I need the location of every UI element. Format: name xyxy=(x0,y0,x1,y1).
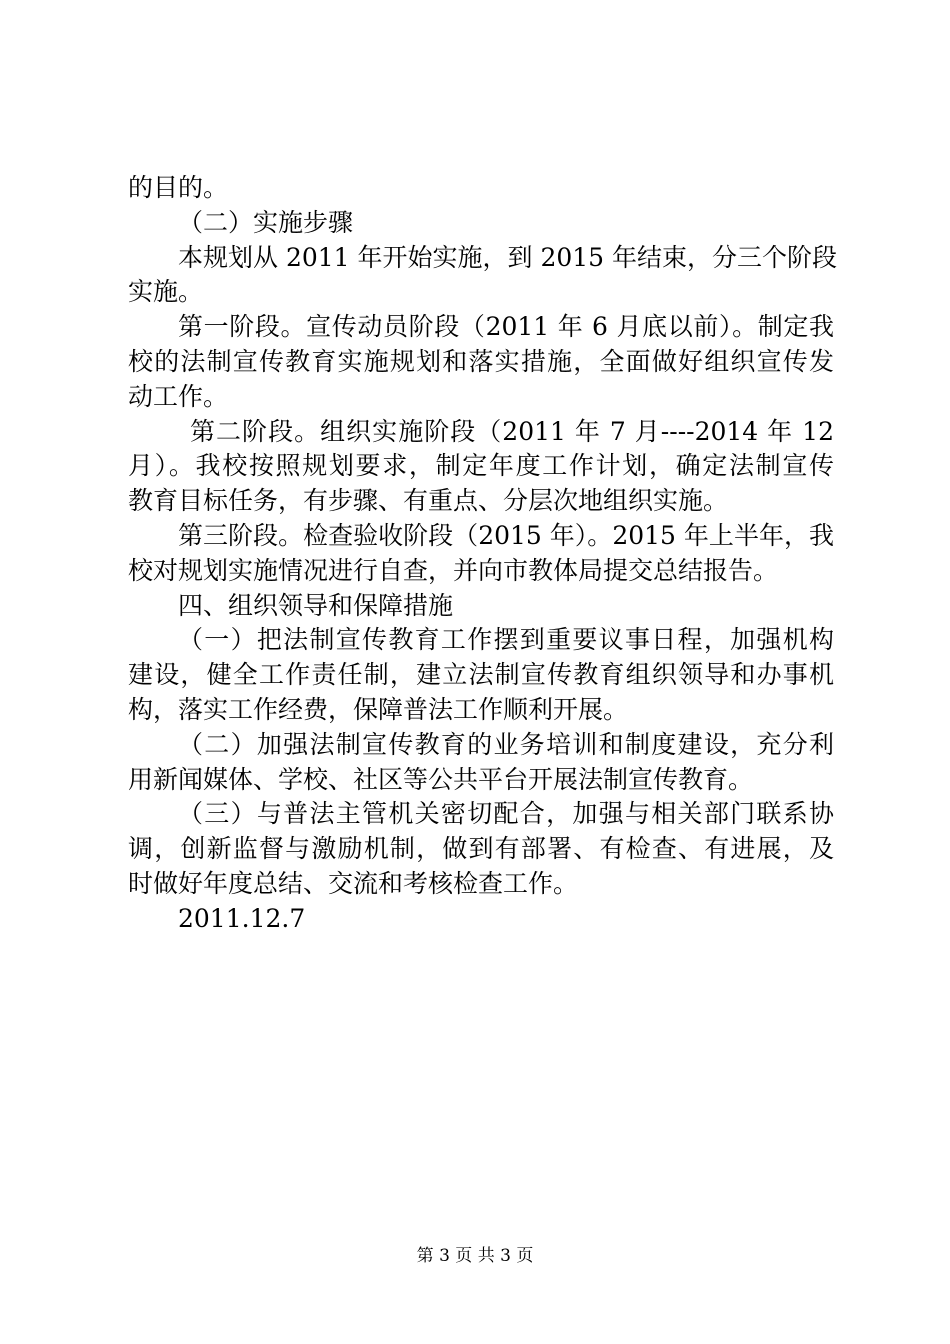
text-line: 本规划从 2011 年开始实施，到 2015 年结束，分三个阶段 xyxy=(178,242,838,272)
document-body xyxy=(128,171,838,937)
text-line: 构，落实工作经费，保障普法工作顺利开展。 xyxy=(128,694,629,724)
text-line: 时做好年度总结、交流和考核检查工作。 xyxy=(128,868,579,898)
text-line: （一）把法制宣传教育工作摆到重要议事日程，加强机构 xyxy=(178,625,834,655)
text-line: 的目的。 xyxy=(128,173,229,202)
text-line: 建设，健全工作责任制，建立法制宣传教育组织领导和办事机 xyxy=(128,660,834,690)
text-line: 校对规划实施情况进行自查，并向市教体局提交总结报告。 xyxy=(128,555,779,585)
text-line: 校的法制宣传教育实施规划和落实措施，全面做好组织宣传发 xyxy=(128,346,834,376)
text-line: 实施。 xyxy=(128,277,204,307)
text-line: （三）与普法主管机关密切配合，加强与相关部门联系协 xyxy=(178,799,834,829)
text-line: 月）。我校按照规划要求，制定年度工作计划，确定法制宣传 xyxy=(128,451,834,481)
text-line: （二）加强法制宣传教育的业务培训和制度建设，充分利 xyxy=(178,729,834,759)
section-heading: 四、组织领导和保障措施 xyxy=(178,590,454,620)
page-number: 第 3 页 共 3 页 xyxy=(416,1246,534,1266)
text-line: 第一阶段。宣传动员阶段（2011 年 6 月底以前）。制定我 xyxy=(178,312,834,342)
text-line: 调，创新监督与激励机制，做到有部署、有检查、有进展，及 xyxy=(128,834,834,864)
text-line: 第三阶段。检查验收阶段（2015 年）。2015 年上半年，我 xyxy=(178,520,834,550)
text-line: 第二阶段。组织实施阶段（2011 年 7 月----2014 年 12 xyxy=(190,416,834,446)
text-line: 用新闻媒体、学校、社区等公共平台开展法制宣传教育。 xyxy=(128,764,754,794)
text-line: 教育目标任务，有步骤、有重点、分层次地组织实施。 xyxy=(128,486,729,516)
document-date: 2011.12.7 xyxy=(178,903,306,933)
text-line: 动工作。 xyxy=(128,381,229,411)
section-heading: （二）实施步骤 xyxy=(178,207,354,237)
